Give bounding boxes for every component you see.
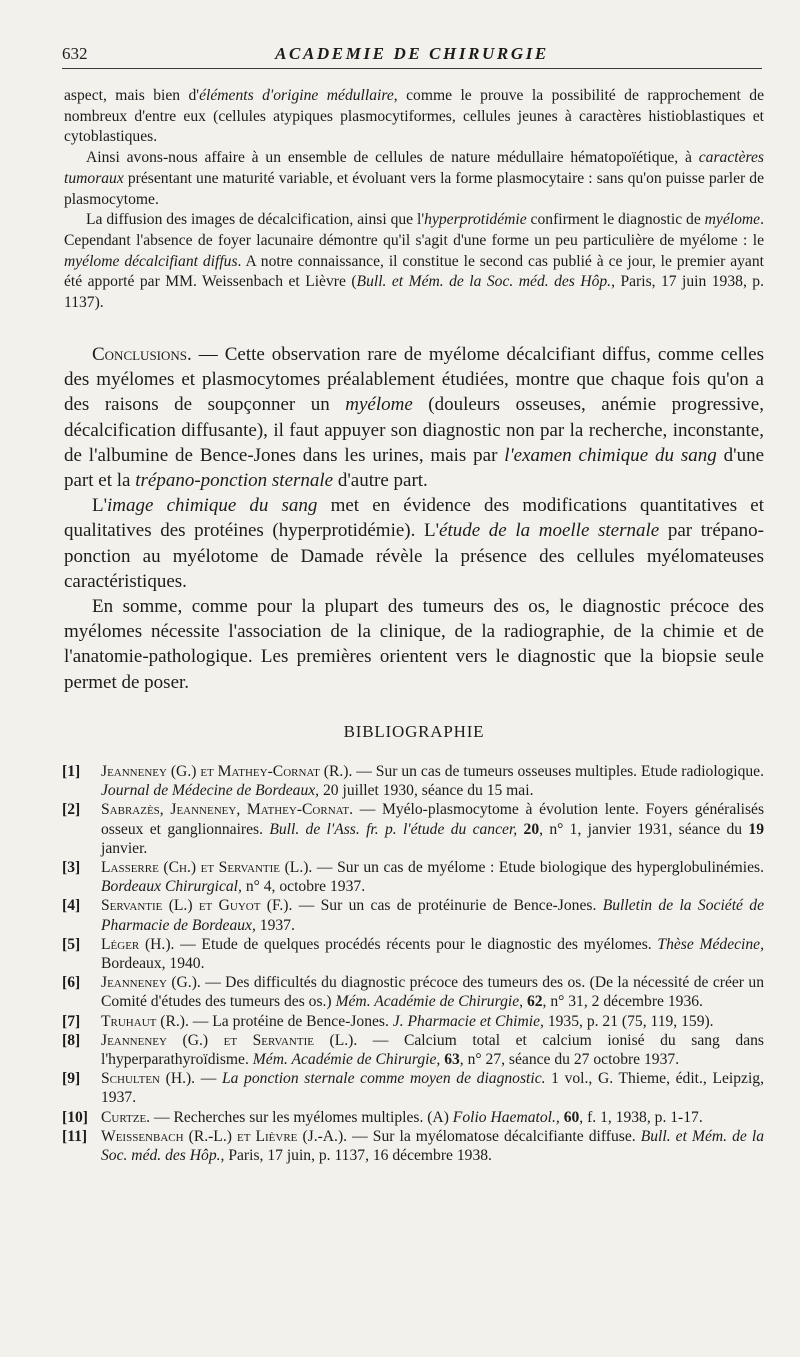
text-run: — Cette observation rare de myélome décalcifiant diffus, comme celles des myélomes et plasmocytomes préalablement étudiées, montre que chaque fois qu'on a des raisons de soupçonner un <box>64 344 764 416</box>
text-run: 20 juillet 1930, séance du 15 mai. <box>319 782 534 800</box>
reference-day: 19 <box>748 820 764 838</box>
text-run: — Recherches sur les myélomes multiples. (A) <box>150 1108 453 1126</box>
reference-authors: Truhaut (R.). <box>101 1012 189 1030</box>
text-run: . A notre connaissance, il constitue le second cas publié à ce jour, le premier ayant été apporté par MM. Weissenbach et Lièvre ( <box>64 252 764 291</box>
reference-item <box>64 800 764 858</box>
text-run: Paris, 17 juin, p. 1137, 16 décembre 1938. <box>224 1147 492 1165</box>
emphasis: l'examen chimique du sang <box>504 444 717 466</box>
text-run: En somme, comme pour la plupart des tumeurs des os, le diagnostic précoce des myélomes nécessite l'association de la clinique, de la radiographie, de la chimie et de l'anatomie-pathologique. Les premières orientent vers le diagnostic que la biopsie seule permet de poser. <box>64 596 764 693</box>
reference-item <box>64 1108 764 1127</box>
text-run: L' <box>92 495 108 517</box>
reference-number: [1] <box>62 763 81 780</box>
reference-authors: Lasserre (Ch.) et Servantie (L.). <box>101 859 313 877</box>
intro-paragraph-3 <box>64 210 764 314</box>
reference-item <box>64 1127 764 1165</box>
intro-paragraph-2 <box>64 148 764 210</box>
page-header <box>62 42 762 69</box>
reference-authors: Schulten (H.). <box>101 1070 196 1088</box>
emphasis: image chimique du sang <box>107 495 318 517</box>
reference-authors: Sabrazès, Jeanneney, Mathey-Cornat. <box>101 801 353 819</box>
reference-source: Mém. Académie de Chirurgie, <box>335 993 524 1011</box>
conclusions-section <box>64 342 764 695</box>
text-run: , f. 1, 1938, p. 1-17. <box>579 1108 703 1126</box>
reference-number: [11] <box>62 1127 88 1145</box>
text-run: — Calcium total et calcium ionisé du sang dans l'hyperparathyroïdisme. <box>101 1031 764 1069</box>
text-run: La diffusion des images de décalcification, ainsi que l' <box>86 211 425 229</box>
reference-item <box>64 1069 764 1107</box>
text-run: Bordeaux, 1940. <box>101 955 205 973</box>
reference-volume: 63 <box>444 1051 460 1069</box>
reference-source: Bull. de l'Ass. fr. p. l'étude du cancer, <box>269 820 518 838</box>
text-run: 1937. <box>255 916 295 934</box>
text-run: (douleurs osseuses, anémie progressive, décalcification diffusante), il faut appuyer son diagnostic non par la recherche, inconstante, de l'albumine de Bence-Jones dans les urines, mais par <box>64 394 764 466</box>
reference-source: Thèse Médecine, <box>657 935 764 953</box>
text-run: , n° 1, janvier 1931, séance du <box>539 820 749 838</box>
reference-source: Journal de Médecine de Bordeaux, <box>101 782 320 800</box>
text-run: — Sur un cas de protéinurie de Bence-Jones. <box>292 897 603 915</box>
text-run: janvier. <box>101 839 148 857</box>
reference-item <box>64 858 764 896</box>
emphasis: éléments d'origine médullaire <box>199 87 394 104</box>
reference-source: Bull. et Mém. de la Soc. méd. des Hôp., <box>101 1127 765 1165</box>
text-run: Ainsi avons-nous affaire à un ensemble de cellules de nature médullaire hématopoïétique, à <box>86 149 699 167</box>
text-run: — Sur la myélomatose décalcifiante diffuse. <box>347 1127 641 1145</box>
text-run: — <box>195 1070 222 1088</box>
text-run: , n° 31, 2 décembre 1936. <box>542 993 703 1011</box>
reference-number: [7] <box>62 1012 81 1030</box>
intro-paragraph-1 <box>64 86 764 148</box>
text-run: — Etude de quelques procédés récents pour le diagnostic des myélomes. <box>174 935 658 953</box>
running-title: ACADEMIE DE CHIRURGIE <box>275 44 549 63</box>
emphasis: myélome <box>345 394 413 416</box>
emphasis: myélome <box>704 211 761 229</box>
reference-source: Folio Haematol., <box>452 1108 560 1126</box>
reference-number: [2] <box>62 801 81 819</box>
bibliography-title: BIBLIOGRAPHIE <box>343 722 485 741</box>
text-run: — Des difficultés du diagnostic précoce des tumeurs des os. (De la nécessité de créer un Comité d'études des tumeurs des os.) <box>101 974 764 1011</box>
reference-source: Mém. Académie de Chirurgie, <box>252 1051 441 1069</box>
reference-source: Bordeaux Chirurgical, <box>101 878 242 896</box>
reference-number: [10] <box>62 1108 88 1126</box>
bibliography-list <box>64 762 764 1165</box>
section-heading: Conclusions. <box>92 344 192 365</box>
text-run: — Sur un cas de myélome : Etude biologique des hyperglobulinémies. <box>312 859 764 877</box>
text-run: — La protéine de Bence-Jones. <box>188 1012 393 1030</box>
conclusions-paragraph-2 <box>64 493 764 594</box>
text-run: par trépano-ponction au myélotome de Damade révèle la présence des cellules myélomateuses caractéristiques. <box>64 520 765 592</box>
citation-journal: Bull. et Mém. de la Soc. méd. des Hôp. <box>356 273 612 291</box>
conclusions-paragraph-3 <box>64 594 764 695</box>
reference-volume: 20 <box>523 820 540 838</box>
reference-source: Bulletin de la Société de Pharmacie de Bordeaux, <box>101 897 764 934</box>
text-run: met en évidence des modifications quantitatives et qualitatives des protéines (hyperprotidémie). L' <box>64 495 764 542</box>
reference-item <box>64 973 764 1011</box>
emphasis: trépano-ponction sternale <box>135 470 334 492</box>
reference-item <box>64 1031 764 1069</box>
reference-volume: 60 <box>563 1108 580 1126</box>
text-run: 1 vol., G. Thieme, édit., Leipzig, 1937. <box>101 1070 764 1107</box>
reference-authors: Léger (H.). <box>101 935 175 953</box>
reference-number: [5] <box>62 935 81 953</box>
reference-number: [6] <box>62 974 81 992</box>
reference-number: [4] <box>62 897 81 915</box>
text-run: . Cependant l'absence de foyer lacunaire démontre qu'il s'agit d'une forme un peu particulière de myélome : le <box>64 211 764 249</box>
text-run: , Paris, 17 juin 1938, p. 1137). <box>64 273 764 312</box>
reference-item <box>64 935 764 973</box>
reference-number: [9] <box>62 1070 81 1088</box>
reference-item <box>64 896 764 934</box>
text-run: présentant une maturité variable, et évoluant vers la forme plasmocytaire : sans qu'on puisse parler de plasmocytome. <box>64 169 764 208</box>
text-run: aspect, mais bien d' <box>64 87 200 104</box>
text-run: — Sur un cas de tumeurs osseuses multiples. Etude radiologique. <box>352 763 765 780</box>
text-run: , comme le prouve la possibilité de rapprochement de nombreux d'entre eux (cellules atypiques plasmocytiformes, cellules jeunes à caractères histioblastiques et cytoblastiques. <box>64 87 765 146</box>
reference-authors: Jeanneney (G.). <box>101 974 201 992</box>
emphasis: caractères tumoraux <box>64 149 764 187</box>
reference-authors: Curtze. <box>101 1108 151 1126</box>
reference-number: [8] <box>62 1031 81 1049</box>
text-run: n° 4, octobre 1937. <box>241 878 366 896</box>
text-run: , n° 27, séance du 27 octobre 1937. <box>459 1051 680 1069</box>
text-run: — Myélo-plasmocytome à évolution lente. Foyers généralisés osseux et ganglionnaires. <box>101 801 765 838</box>
reference-authors: Servantie (L.) et Guyot (F.). <box>101 897 293 915</box>
reference-source: La ponction sternale comme moyen de diagnostic. <box>221 1070 546 1088</box>
reference-authors: Jeanneney (G.) et Mathey-Cornat (R.). <box>101 763 353 780</box>
intro-section <box>64 86 764 314</box>
reference-item <box>64 1012 764 1031</box>
text-run: d'une part et la <box>64 444 764 492</box>
reference-authors: Jeanneney (G.) et Servantie (L.). <box>101 1031 358 1049</box>
emphasis: hyperprotidémie <box>424 211 527 229</box>
page-number: 632 <box>62 44 88 63</box>
reference-number: [3] <box>62 859 81 877</box>
reference-item <box>64 762 764 800</box>
text-run: 1935, p. 21 (75, 119, 159). <box>543 1012 714 1030</box>
emphasis: myélome décalcifiant diffus <box>64 252 238 270</box>
reference-source: J. Pharmacie et Chimie, <box>392 1012 544 1030</box>
reference-authors: Weissenbach (R.-L.) et Lièvre (J.-A.). <box>101 1127 348 1145</box>
reference-volume: 62 <box>526 993 543 1011</box>
text-run: d'autre part. <box>333 470 428 492</box>
conclusions-paragraph-1 <box>64 342 764 493</box>
text-run: confirment le diagnostic de <box>526 211 705 229</box>
emphasis: étude de la moelle sternale <box>439 520 660 542</box>
